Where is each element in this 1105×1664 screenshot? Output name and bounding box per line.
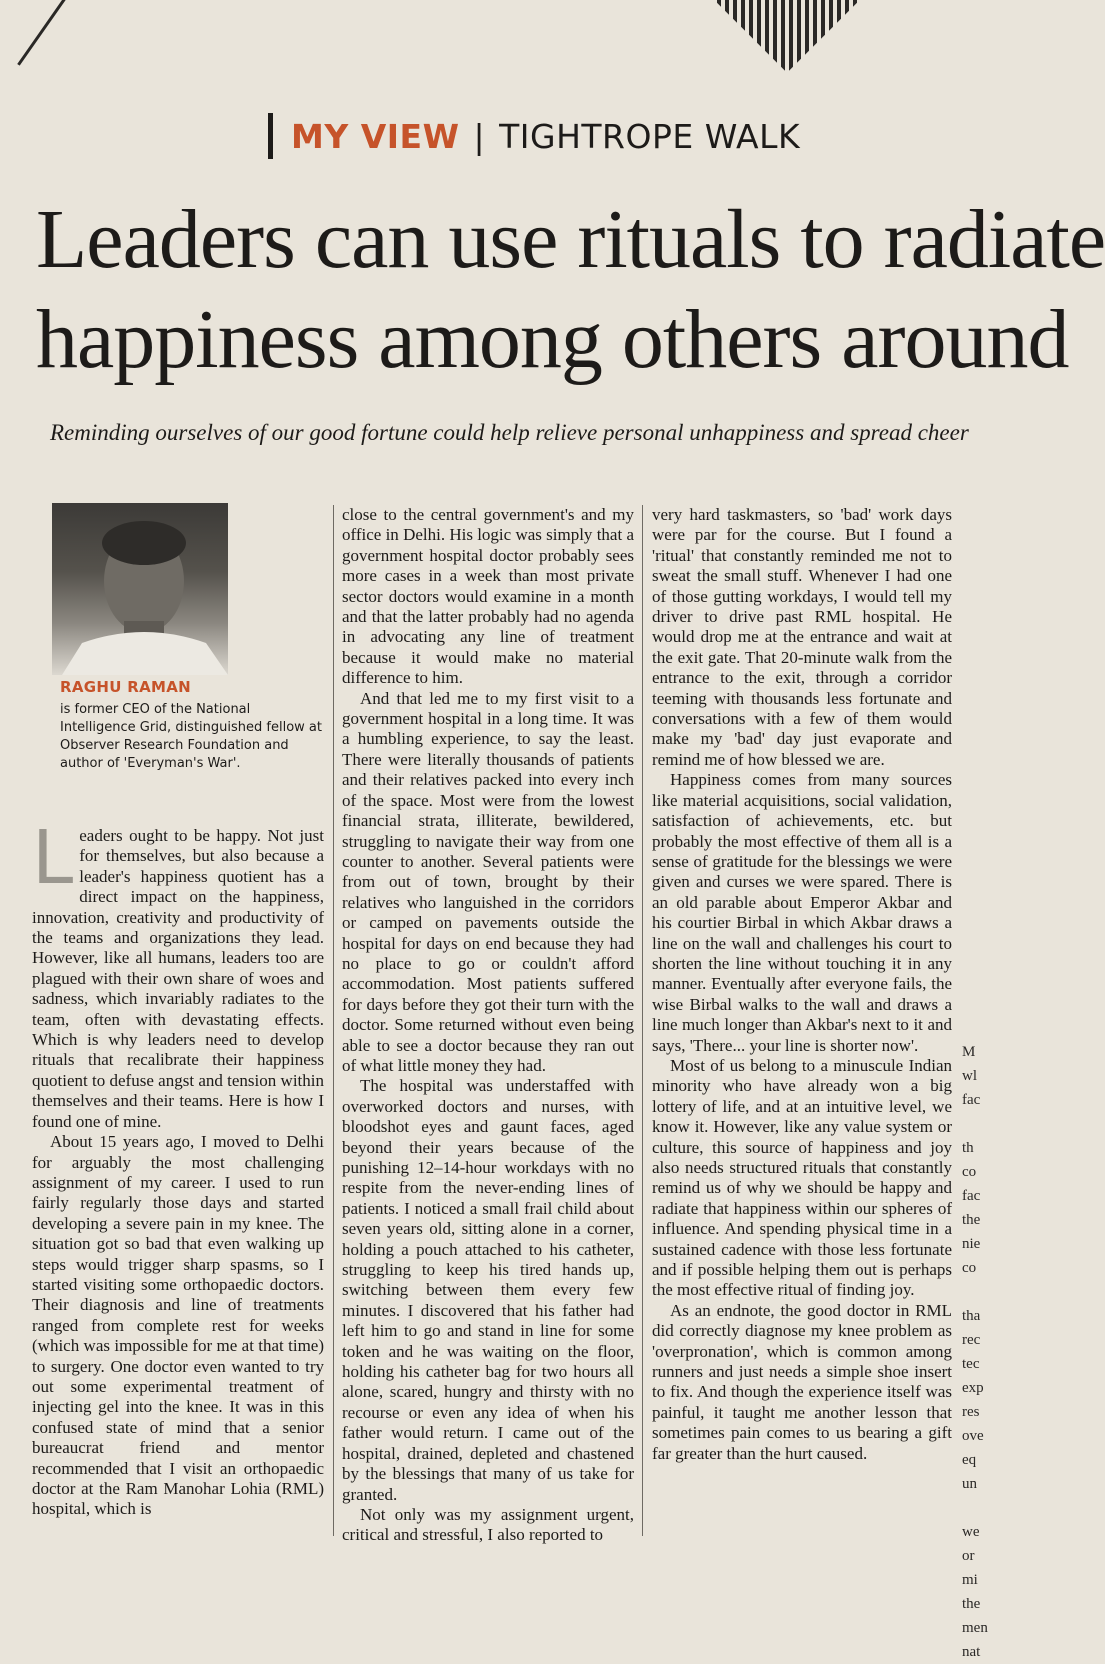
edge-line: co	[962, 1260, 977, 1276]
paragraph: And that led me to my first visit to a government hospital in a long time. It was a humbling experience, to say the least. There were literally thousands of patients and their relatives packed into every inch of the space. Most were from the lowest financial strata, illiterate, bewildered, struggling to navigate their way from one counter to another. Several patients were from out of town, brought by their relatives who languished in the corridors or camped on pavements outside the hospital for days on end because they had no place to go or couldn't afford accommodation. Most patients suffered for days before they got their turn with the doctor. Some returned without even being able to see a doctor because they ran out of what little money they had.	[342, 688, 634, 1075]
headline-line-2: happiness among others around	[36, 293, 1069, 386]
adjacent-article-fragment	[962, 1040, 992, 1660]
author-bio: is former CEO of the National Intelligence Grid, distinguished fellow at Observer Research Foundation and author of 'Everyman's War'.	[60, 702, 322, 771]
paragraph: close to the central government's and my office in Delhi. His logic was simply that a government hospital doctor probably sees more cases in a week than most private sector doctors would examine in a month and that the latter probably had no agenda in advocating any line of treatment because it would make no material difference to him.	[342, 505, 634, 688]
paragraph: very hard taskmasters, so 'bad' work days were par for the course. But I found a 'ritual' that constantly reminded me not to sweat the small stuff. Whenever I had one of those gutting workdays, I would tell my driver to drive past RML hospital. He would drop me at the entrance and wait at the exit gate. That 20-minute walk from the entrance to the exit, through a corridor teeming with thousands less fortunate and conversations with a few of them would make my 'bad' day just evaporate and remind me of how blessed we are.	[652, 505, 952, 769]
article-column-1	[32, 815, 324, 1520]
edge-line: mi	[962, 1572, 978, 1588]
headline-line-1: Leaders can use rituals to radiate	[36, 193, 1105, 286]
edge-line: co	[962, 1164, 977, 1180]
edge-line: men	[962, 1620, 988, 1636]
paragraph-text: eaders ought to be happy. Not just for themselves, but also because a leader's happiness quotient has a direct impact on the happiness, innovation, creativity and productivity of the teams and organizations they lead. However, like all humans, leaders too are plagued with their own share of woes and sadness, which invariably radiates to the team, often with devastating effects. Which is why leaders need to develop rituals that recalibrate their happiness quotient to defuse angst and tension within themselves and their teams. Here is how I found one of mine.	[32, 826, 324, 1131]
qr-code-fragment	[709, 0, 865, 73]
edge-line: rec	[962, 1332, 981, 1348]
paragraph: Happiness comes from many sources like material acquisitions, social validation, satisfaction of achievements, etc. but probably the most effective of them all is a sense of gratitude for the blessings we were given and curses we were spared. There is an old parable about Emperor Akbar and his courtier Birbal in which Akbar draws a line on the wall and challenges his court to shorten the line without touching it in any manner. Eventually after everyone fails, the wise Birbal walks to the wall and draws a line much longer than Akbar's next to it and says, 'There... your line is shorter now'.	[652, 770, 952, 1055]
paragraph: The hospital was understaffed with overworked doctors and nurses, with bloodshot eyes and gaunt faces, aged beyond their years because of the punishing 12–14-hour workdays with no respite from the never-ending lines of patients. I noticed a small frail child about seven years old, sitting alone in a corner, holding a pouch attached to his catheter, struggling to keep his tired hands up, switching between them every few minutes. I discovered that his father had left him to go and stand in line for some token and he was waiting on the floor, holding his catheter bag for two hours all alone, scared, hungry and thirsty with no recourse or even any idea of when his father would return. I came out of the hospital, drained, depleted and chastened by the blessings that many of us take for granted.	[342, 1076, 634, 1504]
edge-line: nie	[962, 1236, 981, 1252]
edge-line: we	[962, 1524, 980, 1540]
page-corner-fold	[0, 0, 71, 66]
edge-line: tec	[962, 1356, 980, 1372]
kicker-series: TIGHTROPE WALK	[499, 116, 801, 156]
standfirst: Reminding ourselves of our good fortune could help relieve personal unhappiness and spread cheer	[50, 420, 969, 445]
edge-line: or	[962, 1548, 975, 1564]
kicker-bar	[268, 113, 273, 159]
edge-line: nat	[962, 1644, 981, 1660]
edge-line	[962, 1280, 992, 1304]
edge-line	[962, 1112, 992, 1136]
paragraph: As an endnote, the good doctor in RML did correctly diagnose my knee problem as 'overpronation', which is common among runners and just needs a simple shoe insert to fix. And though the experience itself was painful, it taught me another lesson that sometimes pain comes to us bearing a gift far greater than the hurt caused.	[652, 1300, 952, 1463]
paragraph	[32, 815, 324, 1132]
paragraph: About 15 years ago, I moved to Delhi for arguably the most challenging assignment of my career. I used to run fairly regularly those days and started developing a severe pain in my knee. The situation got so bad that even walking up steps would trigger sharp spasms, so I started visiting some orthopaedic doctors. Their diagnosis and line of treatments ranged from complete rest for weeks (which was impossible for me at that time) to surgery. One doctor even wanted to try out some experimental treatment of injecting gel into the knee. It was in this confused state of mind that a senior bureaucrat friend and mentor recommended that I visit an orthopaedic doctor at the Ram Manohar Lohia (RML) hospital, which is	[32, 1132, 324, 1519]
author-photo	[52, 503, 228, 675]
paragraph: Most of us belong to a minuscule Indian minority who have already won a big lottery of life, and at an intuitive level, we know it. However, like any value system or culture, this source of happiness and joy also needs structured rituals that constantly remind us of why we should be happy and radiate that happiness within our spheres of influence. And spending physical time in a sustained cadence with those less fortunate and if possible helping them out is perhaps the most effective ritual of finding joy.	[652, 1055, 952, 1300]
author-name: RAGHU RAMAN	[60, 678, 191, 696]
edge-line: M	[962, 1044, 976, 1060]
edge-line: tha	[962, 1308, 981, 1324]
article-column-2	[342, 505, 634, 1546]
edge-line: fac	[962, 1092, 981, 1108]
dropcap: L	[32, 815, 74, 901]
section-kicker	[268, 112, 800, 160]
edge-line: the	[962, 1212, 981, 1228]
kicker-my-view: MY VIEW	[291, 116, 460, 156]
kicker-separator: |	[473, 116, 486, 156]
edge-line	[962, 1496, 992, 1520]
headline	[36, 190, 1105, 390]
edge-line: th	[962, 1140, 974, 1156]
edge-line: un	[962, 1476, 977, 1492]
edge-line: res	[962, 1404, 980, 1420]
column-rule-2	[642, 505, 643, 1536]
column-rule-1	[333, 505, 334, 1536]
edge-line: exp	[962, 1380, 984, 1396]
edge-line: wl	[962, 1068, 977, 1084]
edge-line: eq	[962, 1452, 977, 1468]
article-column-3	[652, 505, 952, 1464]
edge-line: ove	[962, 1428, 984, 1444]
paragraph: Not only was my assignment urgent, critical and stressful, I also reported to	[342, 1504, 634, 1545]
edge-line: the	[962, 1596, 981, 1612]
edge-line: fac	[962, 1188, 981, 1204]
